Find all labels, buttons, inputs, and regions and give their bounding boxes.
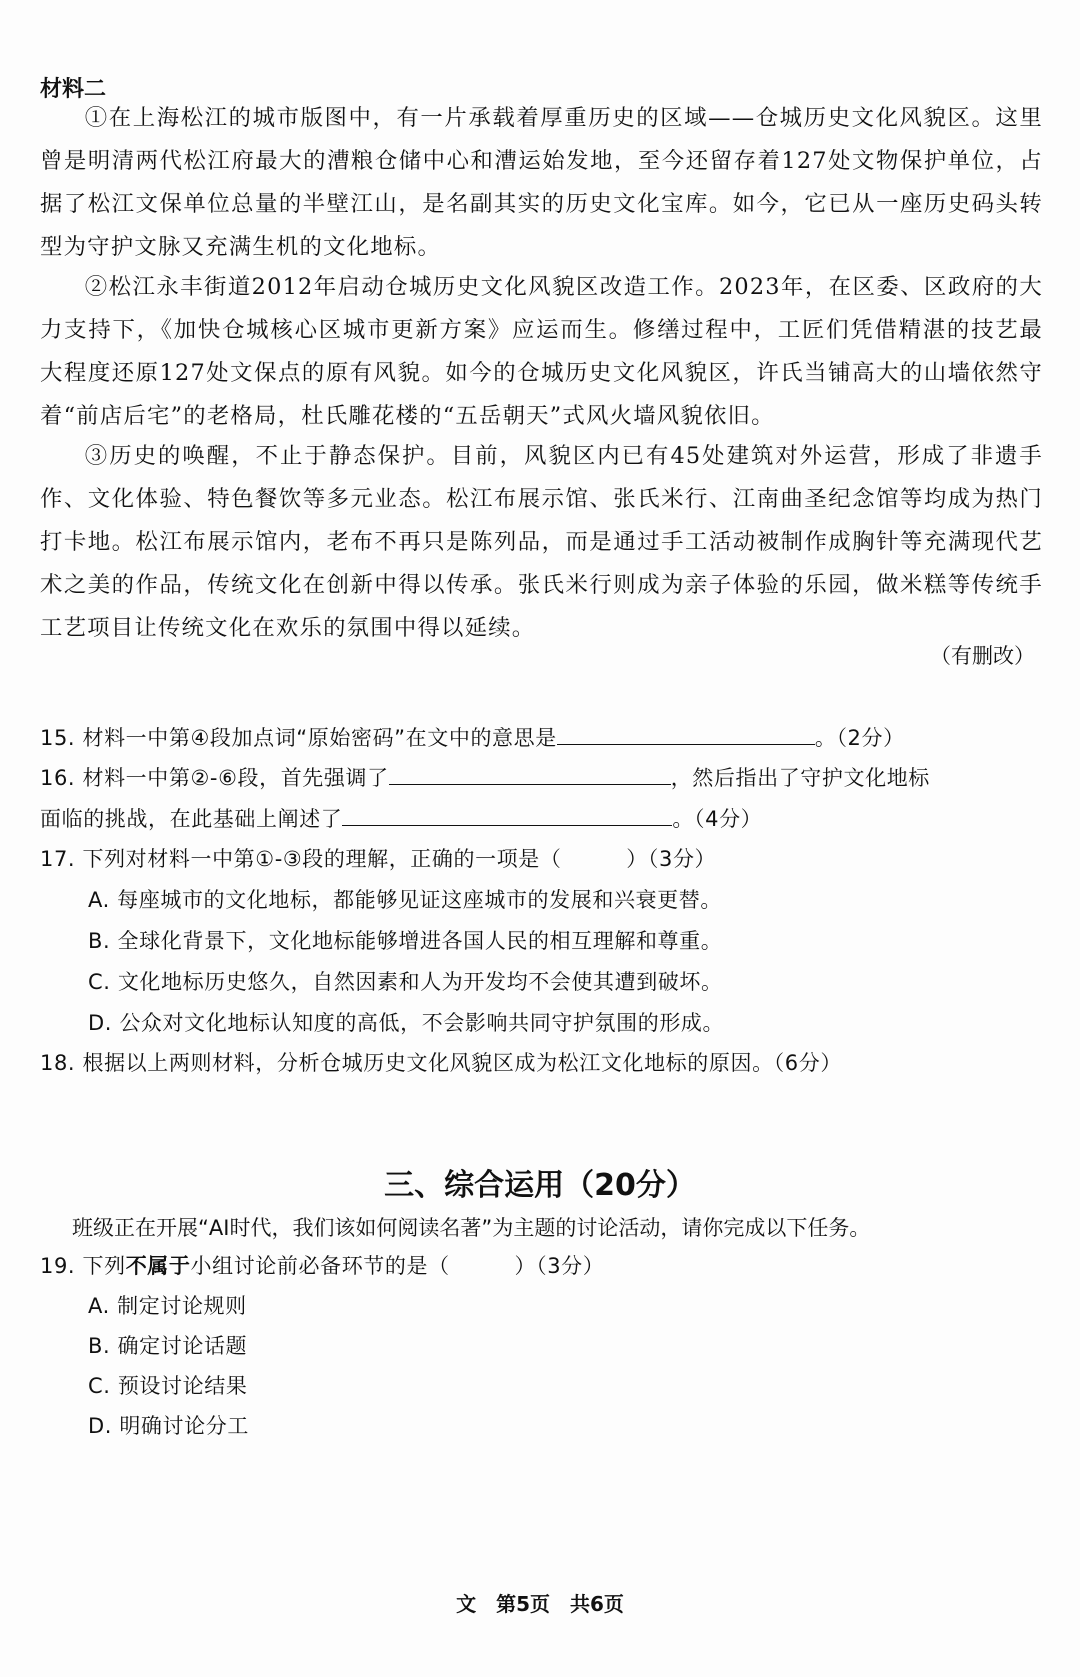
- q17-option-b[interactable]: B. 全球化背景下，文化地标能够增进各国人民的相互理解和尊重。: [88, 929, 723, 953]
- q19-option-b[interactable]: B. 确定讨论话题: [88, 1334, 248, 1358]
- page-footer: 文 第5页 共6页: [456, 1592, 624, 1616]
- edited-note: （有删改）: [930, 644, 1035, 668]
- question-16-prefix: 16. 材料一中第②-⑥段，首先强调了: [40, 766, 389, 790]
- question-15-suffix: 。（2分）: [814, 726, 905, 750]
- q17-option-c[interactable]: C. 文化地标历史悠久，自然因素和人为开发均不会使其遭到破坏。: [88, 970, 723, 994]
- question-17-stem: 17. 下列对材料一中第①-③段的理解，正确的一项是（ ）（3分）: [40, 847, 717, 871]
- question-18-stem: 18. 根据以上两则材料，分析仓城历史文化风貌区成为松江文化地标的原因。（6分）: [40, 1051, 842, 1075]
- q17-option-a[interactable]: A. 每座城市的文化地标，都能够见证这座城市的发展和兴衰更替。: [88, 888, 722, 912]
- question-19-emphasis: 不属于: [125, 1254, 191, 1278]
- q19-option-c[interactable]: C. 预设讨论结果: [88, 1374, 248, 1398]
- question-19-rest: 小组讨论前必备环节的是（ ）（3分）: [190, 1254, 605, 1278]
- material-paragraph-3: ③历史的唤醒，不止于静态保护。目前，风貌区内已有45处建筑对外运营，形成了非遗手作、文化体验、特色餐饮等多元业态。松江布展示馆、张氏米行、江南曲圣纪念馆等均成为热门打卡地。松江布展示馆内，老布不再只是陈列品，而是通过手工活动被制作成胸针等充满现代艺术之美的作品，传统文化在创新中得以传承。张氏米行则成为亲子体验的乐园，做米糕等传统手工艺项目让传统文化在欢乐的氛围中得以延续。: [40, 443, 1043, 641]
- section-title: 三、综合运用（20分）: [384, 1168, 696, 1203]
- question-16-line-2: [40, 803, 762, 833]
- material-paragraph-1: ①在上海松江的城市版图中，有一片承载着厚重历史的区域——仓城历史文化风貌区。这里曾是明清两代松江府最大的漕粮仓储中心和漕运始发地，至今还留存着127处文物保护单位，占据了松江文保单位总量的半壁江山，是名副其实的历史文化宝库。如今，它已从一座历史码头转型为守护文脉又充满生机的文化地标。: [40, 105, 1043, 260]
- answer-blank-16a[interactable]: [389, 764, 671, 785]
- question-15-prefix: 15. 材料一中第④段加点词“原始密码”在文中的意思是: [40, 726, 557, 750]
- q19-option-d[interactable]: D. 明确讨论分工: [88, 1414, 249, 1438]
- answer-blank-15[interactable]: [557, 724, 815, 745]
- answer-blank-16b[interactable]: [342, 805, 672, 826]
- question-16-line-1: [40, 762, 930, 792]
- question-16-line-2-prefix: 面临的挑战，在此基础上阐述了: [40, 807, 343, 831]
- q19-option-a[interactable]: A. 制定讨论规则: [88, 1294, 247, 1318]
- question-16-suffix: 。（4分）: [672, 807, 763, 831]
- question-19-stem: [40, 1250, 604, 1280]
- section-intro: 班级正在开展“AI时代，我们该如何阅读名著”为主题的讨论活动，请你完成以下任务。: [72, 1216, 871, 1240]
- material-paragraph-2: ②松江永丰街道2012年启动仓城历史文化风貌区改造工作。2023年，在区委、区政府的大力支持下，《加快仓城核心区城市更新方案》应运而生。修缮过程中，工匠们凭借精湛的技艺最大程度还原127处文保点的原有风貌。如今的仓城历史文化风貌区，许氏当铺高大的山墙依然守着“前店后宅”的老格局，杜氏雕花楼的“五岳朝天”式风火墙风貌依旧。: [40, 274, 1043, 429]
- question-16-mid: ，然后指出了守护文化地标: [670, 766, 930, 790]
- q17-option-d[interactable]: D. 公众对文化地标认知度的高低，不会影响共同守护氛围的形成。: [88, 1011, 725, 1035]
- question-15: [40, 722, 905, 752]
- material-title: 材料二: [40, 77, 107, 102]
- question-19-number: 19. 下列: [40, 1254, 126, 1278]
